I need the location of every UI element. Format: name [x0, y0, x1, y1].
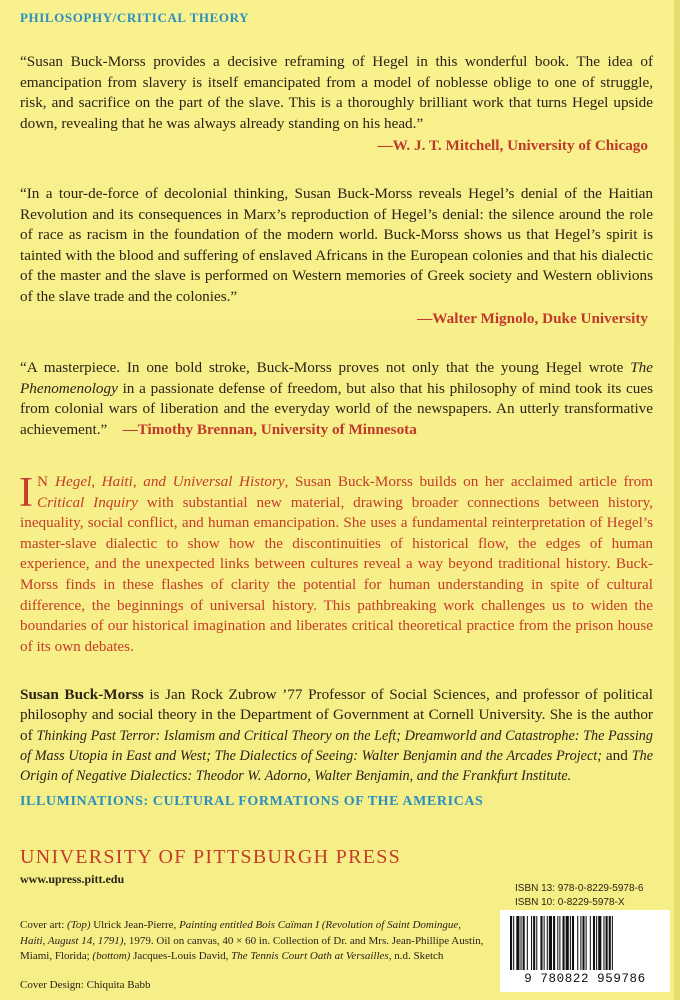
cover-design-credit: Cover Design: Chiquita Babb — [20, 979, 151, 991]
barcode-number: 9 780822 959786 — [524, 972, 646, 986]
bio-books: The Origin of Negative Dialectics: Theodor W. Adorno, Walter Benjamin, and the Frankfurt Institute. — [20, 747, 653, 785]
credits-painting: Painting entitled Bois Caïman I (Revolution of Saint Domingue, Haiti, August 14, 1791), — [20, 919, 462, 947]
endorsement-quote — [20, 52, 653, 157]
series-title: ILLUMINATIONS: CULTURAL FORMATIONS OF THE AMERICAS — [20, 794, 484, 809]
endorsement-quote — [20, 184, 653, 330]
quote-text: “Susan Buck-Morss provides a decisive reframing of Hegel in this wonderful book. The idea of emancipation from slavery is itself emancipated from a model of noblesse oblige to one of struggle, risk, and sacrifice on the part of the slave. This is a thoroughly brilliant work that turns Hegel upside down, revealing that he was always already standing on his head.” — [20, 53, 653, 132]
author-bio — [20, 685, 653, 786]
endorsement-quote — [20, 358, 653, 440]
quote-attribution: —Timothy Brennan, University of Minnesota — [122, 420, 417, 438]
credits-artist: Ulrick Jean-Pierre, — [90, 919, 180, 931]
isbn-10: ISBN 10: 0-8229-5978-X — [515, 897, 625, 908]
barcode-icon — [510, 916, 660, 970]
publisher-url[interactable]: www.upress.pitt.edu — [20, 872, 125, 886]
quote-text: in a passionate defense of freedom, but also that his philosophy of mind took its cues from colonial wars of liberation and the everyday world of the newspapers. An utterly transformative achievement.” — [20, 379, 653, 438]
category-label: PHILOSOPHY/CRITICAL THEORY — [20, 10, 250, 25]
bio-books: Thinking Past Terror: Islamism and Critical Theory on the Left; Dreamworld and Catastrophe: The Passing of Mass Utopia in East and West; The Dialectics of Seeing: Walter Benjamin and the Arcades Project; — [20, 727, 653, 764]
cover-art-credits — [20, 918, 485, 965]
quote-attribution: —Walter Mignolo, Duke University — [417, 310, 648, 327]
barcode-label — [500, 910, 670, 992]
description-journal: Critical Inquiry — [37, 493, 138, 511]
credits-artist: Jacques-Louis David, — [130, 950, 232, 962]
credits-details: 1979. Oil on canvas, 40 × 60 in. Collection of Dr. and Mrs. Jean-Phillipe Austin, Miami, Florida; — [20, 934, 484, 962]
drop-cap: I — [19, 470, 33, 516]
bio-text: is Jan Rock Zubrow ’77 Professor of Social Sciences, and professor of political philosophy and social theory in the Department of Government at Cornell University. She is the author of — [20, 686, 653, 744]
description-book-title: Hegel, Haiti, and Universal History — [55, 473, 285, 490]
description-text: with substantial new material, drawing broader connections between history, inequality, social conflict, and human emancipation. She uses a fundamental reinterpretation of Hegel’s master-slave dialectic to show how the discontinuities of historical flow, the edges of human experience, and the unexpected links between cultures reveal a way beyond traditional history. Buck-Morss finds in these flashes of clarity the potential for human understanding in spite of cultural difference, the beginnings of universal history. This pathbreaking work challenges us to widen the boundaries of our historical imagination and liberates critical theoretical practice from the prison house of its own debates. — [20, 493, 653, 655]
credits-details: n.d. Sketch — [391, 950, 444, 962]
publisher-name: UNIVERSITY OF PITTSBURGH PRESS — [20, 846, 402, 868]
credits-position: (bottom) — [92, 950, 131, 962]
quote-text: “In a tour-de-force of decolonial thinking, Susan Buck-Morss reveals Hegel’s denial of the Haitian Revolution and its consequences in Marx’s reproduction of Hegel’s denial: the silence around the role of race as racism in the foundation of the modern world. Buck-Morss shows us that Hegel’s spirit is tainted with the blood and suffering of enslaved Africans in the European colonies and that his dialectic of the master and the slave is performed on Western memories of Greek society and Western oblivions of the slave trade and the colonies.” — [20, 185, 653, 305]
description-lead: N — [37, 473, 49, 490]
book-description — [20, 472, 653, 657]
credits-painting: The Tennis Court Oath at Versailles, — [231, 950, 392, 962]
quote-text: “A masterpiece. In one bold stroke, Buck-Morss proves not only that the young Hegel wrote — [20, 359, 631, 376]
bio-text: and — [601, 746, 632, 764]
description-text: , Susan Buck-Morss builds on her acclaimed article from — [284, 473, 653, 490]
isbn-13: ISBN 13: 978-0-8229-5978-6 — [515, 883, 644, 894]
author-name: Susan Buck-Morss — [20, 686, 144, 703]
cover-edge — [674, 0, 680, 1000]
quote-book-title: The Phenomenology — [20, 359, 653, 397]
quote-attribution: —W. J. T. Mitchell, University of Chicago — [377, 137, 648, 154]
credits-position: (Top) — [67, 919, 91, 931]
credits-label: Cover art: — [20, 919, 68, 931]
